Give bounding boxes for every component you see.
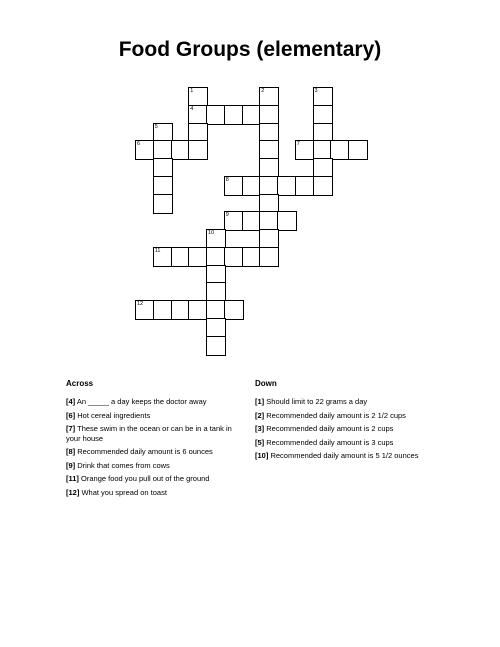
crossword-cell[interactable] (153, 194, 173, 214)
clue-item-text: Recommended daily amount is 2 cups (266, 424, 394, 433)
clue-number: 11 (154, 247, 161, 254)
clue-item-number: [6] (66, 410, 76, 420)
clue-item (255, 438, 455, 448)
across-heading: Across (66, 379, 94, 388)
clue-number: 5 (154, 123, 158, 130)
across-clue-list (66, 397, 246, 501)
clue-item-number: [11] (66, 474, 79, 483)
clue-item (66, 461, 246, 471)
crossword-cell[interactable] (313, 176, 333, 196)
clue-number: 8 (225, 176, 229, 183)
clue-number: 10 (208, 230, 215, 236)
clue-item-number: [2] (255, 410, 265, 420)
clue-item-number: [4] (66, 397, 76, 406)
clue-item (255, 411, 455, 421)
crossword-cell[interactable] (188, 140, 208, 160)
clue-item-number: [10] (255, 451, 269, 460)
clue-number: 2 (261, 88, 265, 94)
clue-item-text: Should limit to 22 grams a day (266, 397, 368, 406)
clue-number: 12 (137, 301, 144, 307)
clue-number: 7 (296, 141, 300, 148)
clue-number: 3 (314, 88, 318, 94)
clue-item-number: [12] (66, 487, 80, 497)
clue-number: 4 (190, 105, 194, 112)
clue-item-text: What you spread on toast (81, 487, 167, 497)
crossword-cell[interactable] (277, 211, 297, 231)
crossword-cell[interactable] (348, 140, 368, 160)
clue-item-number: [1] (255, 397, 265, 406)
clue-item (66, 411, 246, 421)
clue-item-text: Orange food you pull out of the ground (81, 474, 210, 483)
clue-item (255, 451, 455, 461)
clue-number: 9 (225, 212, 229, 219)
clue-item-text: Recommended daily amount is 3 cups (266, 437, 394, 447)
clue-number: 6 (137, 141, 141, 148)
clue-item (66, 424, 246, 443)
crossword-cell[interactable] (259, 247, 279, 267)
clue-item-text: Recommended daily amount is 6 ounces (77, 447, 213, 456)
page-title: Food Groups (elementary) (118, 38, 382, 61)
clue-item (255, 424, 455, 434)
clue-item-number: [3] (255, 424, 265, 433)
clue-item (66, 397, 246, 407)
clue-number: 1 (190, 88, 194, 94)
down-heading: Down (255, 379, 277, 388)
crossword-cell[interactable] (206, 336, 226, 356)
clue-item-text: These swim in the ocean or can be in a tank in your house (66, 424, 232, 443)
down-clue-list (255, 397, 455, 465)
clue-item (255, 397, 455, 407)
clue-item (66, 488, 246, 498)
crossword-cell[interactable] (224, 300, 244, 320)
clue-item (66, 474, 246, 484)
clue-item (66, 447, 246, 457)
clue-item-number: [5] (255, 437, 265, 447)
clue-item-text: An _____ a day keeps the doctor away (76, 397, 207, 406)
clue-item-text: Recommended daily amount is 2 1/2 cups (266, 410, 406, 420)
clue-item-text: Drink that comes from cows (77, 460, 170, 470)
clue-item-number: [8] (66, 447, 76, 456)
clue-item-number: [9] (66, 460, 76, 470)
clue-item-number: [7] (66, 424, 76, 433)
clue-item-text: Hot cereal ingredients (77, 410, 151, 420)
clue-item-text: Recommended daily amount is 5 1/2 ounces (270, 451, 419, 460)
